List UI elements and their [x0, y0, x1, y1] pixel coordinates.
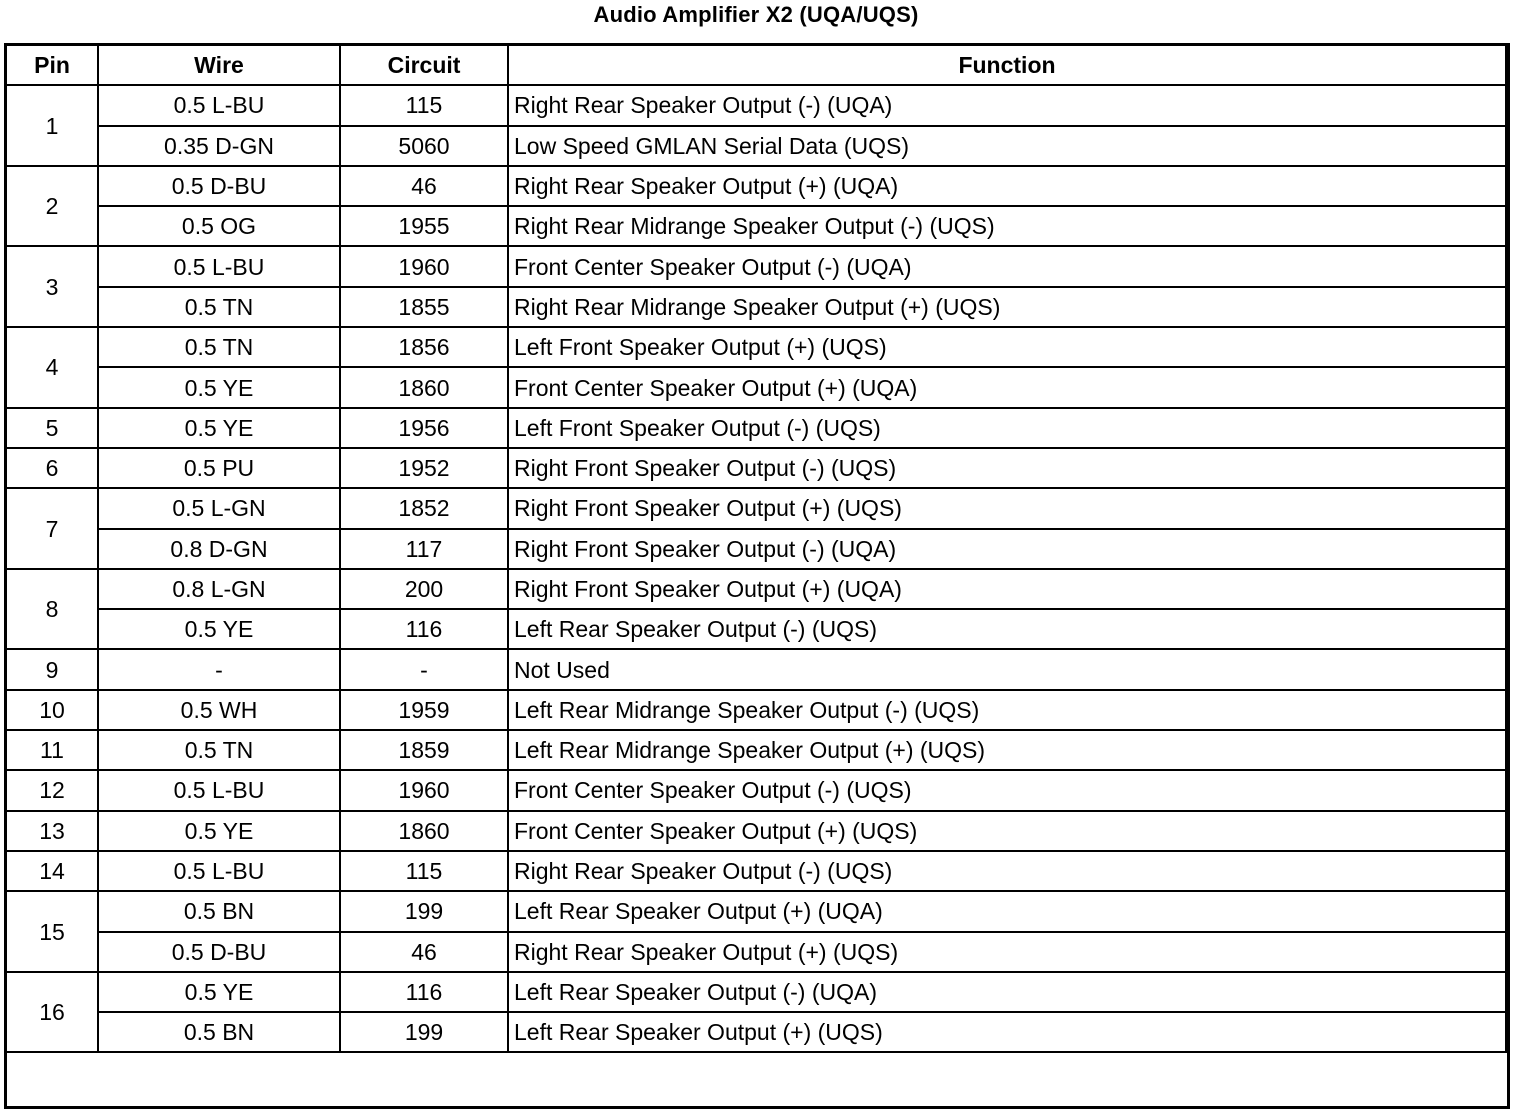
table-row — [6, 569, 1506, 609]
wire-cell: 0.5 TN — [98, 287, 340, 327]
table-row — [6, 932, 1506, 972]
circuit-cell: 1859 — [340, 730, 508, 770]
table-row — [6, 246, 1506, 286]
function-cell: Front Center Speaker Output (+) (UQA) — [508, 367, 1506, 407]
circuit-cell: 1856 — [340, 327, 508, 367]
pin-cell: 4 — [6, 327, 98, 408]
function-cell: Left Rear Speaker Output (-) (UQS) — [508, 609, 1506, 649]
table-row — [6, 206, 1506, 246]
wire-cell: 0.5 L-BU — [98, 85, 340, 125]
table-row — [6, 770, 1506, 810]
table-body — [6, 85, 1506, 1052]
wire-cell: 0.5 OG — [98, 206, 340, 246]
table-row — [6, 448, 1506, 488]
circuit-cell: 1852 — [340, 488, 508, 528]
wire-cell: 0.5 YE — [98, 408, 340, 448]
circuit-cell: 199 — [340, 1012, 508, 1052]
function-cell: Right Front Speaker Output (-) (UQA) — [508, 529, 1506, 569]
function-cell: Right Rear Midrange Speaker Output (-) (UQS) — [508, 206, 1506, 246]
table-row — [6, 851, 1506, 891]
function-cell: Right Rear Speaker Output (+) (UQS) — [508, 932, 1506, 972]
circuit-cell: 1855 — [340, 287, 508, 327]
function-cell: Left Rear Midrange Speaker Output (-) (UQS) — [508, 690, 1506, 730]
circuit-cell: 1960 — [340, 246, 508, 286]
wire-cell: 0.5 L-BU — [98, 770, 340, 810]
pin-cell: 14 — [6, 851, 98, 891]
table-row — [6, 972, 1506, 1012]
header-pin: Pin — [6, 45, 98, 85]
wire-cell: 0.5 YE — [98, 367, 340, 407]
function-cell: Left Rear Speaker Output (-) (UQA) — [508, 972, 1506, 1012]
function-cell: Low Speed GMLAN Serial Data (UQS) — [508, 126, 1506, 166]
function-cell: Front Center Speaker Output (+) (UQS) — [508, 811, 1506, 851]
function-cell: Right Rear Speaker Output (+) (UQA) — [508, 166, 1506, 206]
wire-cell: 0.35 D-GN — [98, 126, 340, 166]
wire-cell: 0.5 BN — [98, 1012, 340, 1052]
function-cell: Right Front Speaker Output (+) (UQA) — [508, 569, 1506, 609]
function-cell: Right Front Speaker Output (-) (UQS) — [508, 448, 1506, 488]
header-wire: Wire — [98, 45, 340, 85]
wire-cell: 0.8 D-GN — [98, 529, 340, 569]
wire-cell: 0.5 PU — [98, 448, 340, 488]
circuit-cell: 199 — [340, 891, 508, 931]
pin-cell: 8 — [6, 569, 98, 650]
wire-cell: 0.5 D-BU — [98, 932, 340, 972]
table-row — [6, 1012, 1506, 1052]
function-cell: Not Used — [508, 649, 1506, 689]
function-cell: Right Rear Midrange Speaker Output (+) (UQS) — [508, 287, 1506, 327]
function-cell: Left Rear Speaker Output (+) (UQA) — [508, 891, 1506, 931]
wire-cell: 0.5 BN — [98, 891, 340, 931]
function-cell: Right Front Speaker Output (+) (UQS) — [508, 488, 1506, 528]
circuit-cell: 1955 — [340, 206, 508, 246]
wire-cell: 0.5 L-BU — [98, 851, 340, 891]
circuit-cell: 1959 — [340, 690, 508, 730]
function-cell: Left Rear Midrange Speaker Output (+) (UQS) — [508, 730, 1506, 770]
pin-cell: 12 — [6, 770, 98, 810]
circuit-cell: 1956 — [340, 408, 508, 448]
circuit-cell: 1960 — [340, 770, 508, 810]
function-cell: Front Center Speaker Output (-) (UQA) — [508, 246, 1506, 286]
circuit-cell: 116 — [340, 609, 508, 649]
circuit-cell: 116 — [340, 972, 508, 1012]
pin-cell: 13 — [6, 811, 98, 851]
pin-cell: 6 — [6, 448, 98, 488]
table-row — [6, 730, 1506, 770]
table-header-row — [6, 45, 1506, 85]
pin-cell: 16 — [6, 972, 98, 1053]
function-cell: Left Front Speaker Output (-) (UQS) — [508, 408, 1506, 448]
pin-cell: 7 — [6, 488, 98, 569]
table-row — [6, 891, 1506, 931]
wire-cell: 0.5 WH — [98, 690, 340, 730]
circuit-cell: - — [340, 649, 508, 689]
table-row — [6, 690, 1506, 730]
table-row — [6, 166, 1506, 206]
wire-cell: 0.5 L-GN — [98, 488, 340, 528]
table-row — [6, 287, 1506, 327]
header-function: Function — [508, 45, 1506, 85]
pin-cell: 5 — [6, 408, 98, 448]
circuit-cell: 5060 — [340, 126, 508, 166]
table-row — [6, 126, 1506, 166]
header-circuit: Circuit — [340, 45, 508, 85]
pin-cell: 3 — [6, 246, 98, 327]
wire-cell: 0.5 YE — [98, 972, 340, 1012]
function-cell: Right Rear Speaker Output (-) (UQS) — [508, 851, 1506, 891]
circuit-cell: 115 — [340, 85, 508, 125]
pin-cell: 2 — [6, 166, 98, 247]
circuit-cell: 115 — [340, 851, 508, 891]
table-row — [6, 367, 1506, 407]
table-row — [6, 327, 1506, 367]
table-row — [6, 488, 1506, 528]
circuit-cell: 46 — [340, 932, 508, 972]
wire-cell: 0.5 D-BU — [98, 166, 340, 206]
pin-cell: 10 — [6, 690, 98, 730]
function-cell: Left Front Speaker Output (+) (UQS) — [508, 327, 1506, 367]
function-cell: Front Center Speaker Output (-) (UQS) — [508, 770, 1506, 810]
circuit-cell: 1860 — [340, 367, 508, 407]
pin-cell: 15 — [6, 891, 98, 972]
page-title: Audio Amplifier X2 (UQA/UQS) — [593, 2, 919, 27]
circuit-cell: 200 — [340, 569, 508, 609]
wire-cell: 0.5 L-BU — [98, 246, 340, 286]
pin-cell: 9 — [6, 649, 98, 689]
pin-cell: 11 — [6, 730, 98, 770]
table-row — [6, 408, 1506, 448]
wire-cell: 0.5 TN — [98, 327, 340, 367]
function-cell: Left Rear Speaker Output (+) (UQS) — [508, 1012, 1506, 1052]
pin-cell: 1 — [6, 85, 98, 166]
circuit-cell: 1860 — [340, 811, 508, 851]
connector-pinout-table — [5, 44, 1507, 1053]
table-row — [6, 609, 1506, 649]
wire-cell: 0.8 L-GN — [98, 569, 340, 609]
wire-cell: - — [98, 649, 340, 689]
table-row — [6, 529, 1506, 569]
wire-cell: 0.5 YE — [98, 609, 340, 649]
circuit-cell: 1952 — [340, 448, 508, 488]
circuit-cell: 46 — [340, 166, 508, 206]
wire-cell: 0.5 TN — [98, 730, 340, 770]
function-cell: Right Rear Speaker Output (-) (UQA) — [508, 85, 1506, 125]
wire-cell: 0.5 YE — [98, 811, 340, 851]
table-row — [6, 811, 1506, 851]
table-row — [6, 649, 1506, 689]
circuit-cell: 117 — [340, 529, 508, 569]
table-row — [6, 85, 1506, 125]
